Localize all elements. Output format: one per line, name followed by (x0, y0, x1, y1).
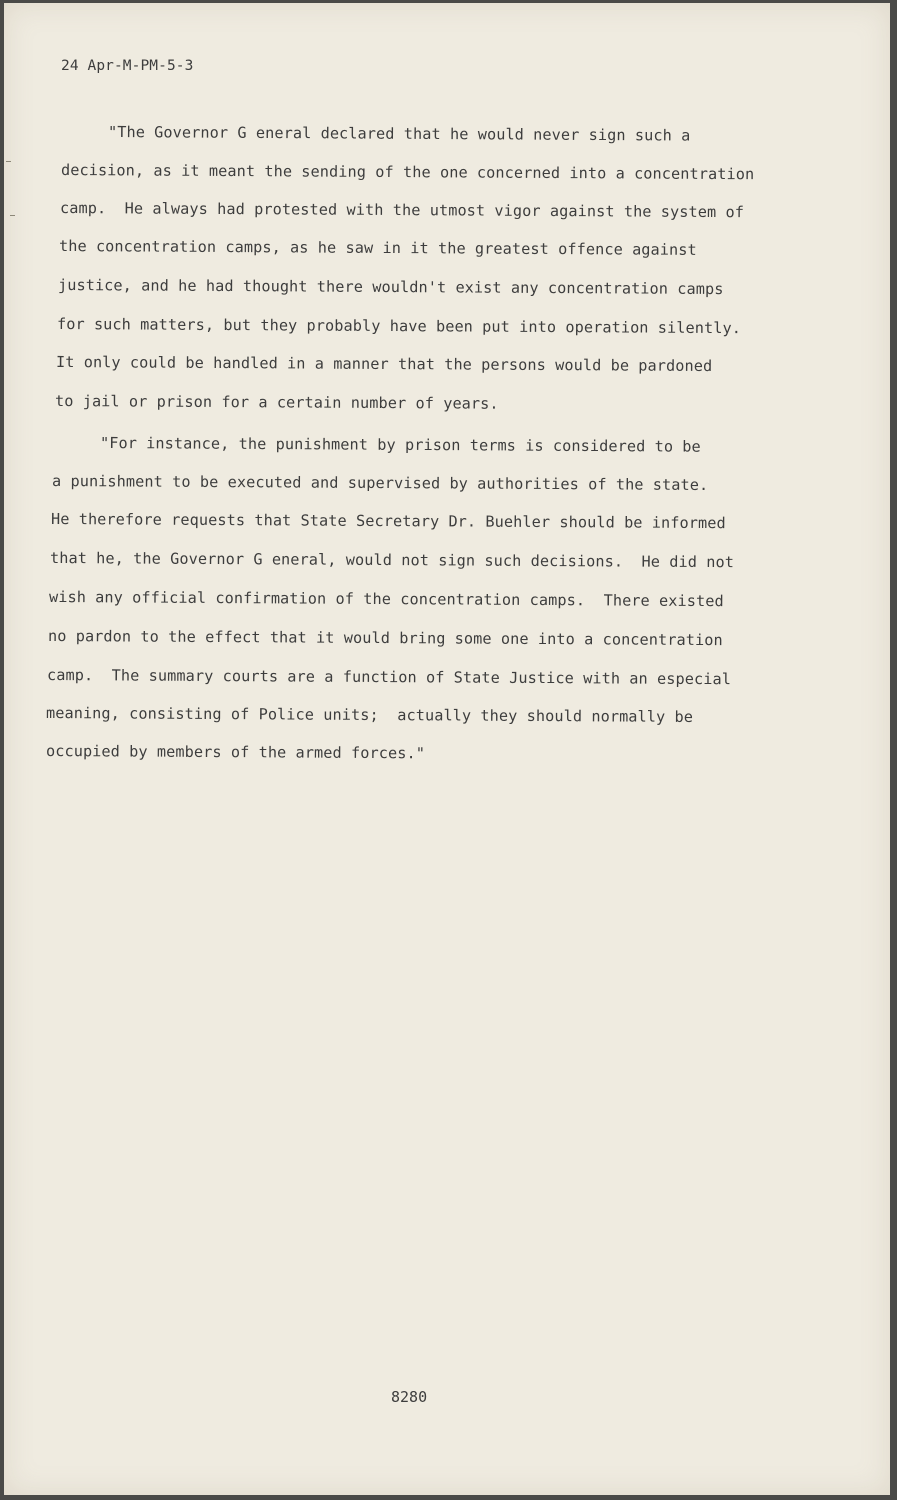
text-line: to jail or prison for a certain number of years. (54, 392, 499, 413)
text-line: the concentration camps, as he saw in it the greatest offence against (58, 237, 697, 259)
text-line: "The Governor G eneral declared that he would never sign such a (107, 123, 691, 145)
margin-mark (10, 215, 15, 216)
text-line: justice, and he had thought there wouldn't exist any concentration camps (57, 276, 724, 299)
page-number: 8280 (391, 1388, 428, 1406)
text-line: It only could be handled in a manner that the persons would be pardoned (55, 353, 713, 376)
text-line: occupied by members of the armed forces." (45, 742, 426, 763)
text-line: meaning, consisting of Police units; actually they should normally be (45, 704, 694, 726)
document-page (4, 3, 890, 1495)
text-line: that he, the Governor G eneral, would not sign such decisions. He did not (49, 549, 735, 572)
text-line: wish any official confirmation of the concentration camps. There existed (48, 588, 724, 611)
text-line: "For instance, the punishment by prison terms is considered to be (99, 434, 701, 456)
document-header: 24 Apr-M-PM-5-3 (61, 58, 194, 74)
text-line: for such matters, but they probably have been put into operation silently. (56, 315, 742, 338)
text-line: decision, as it meant the sending of the one concerned into a concentration (60, 161, 755, 184)
text-line: no pardon to the effect that it would bring some one into a concentration (47, 627, 723, 650)
text-line: camp. He always had protested with the utmost vigor against the system of (59, 199, 745, 222)
text-line: a punishment to be executed and supervised by authorities of the state. (51, 472, 709, 495)
text-line: He therefore requests that State Secretary Dr. Buehler should be informed (50, 510, 726, 533)
text-line: camp. The summary courts are a function of State Justice with an especial (46, 666, 732, 689)
